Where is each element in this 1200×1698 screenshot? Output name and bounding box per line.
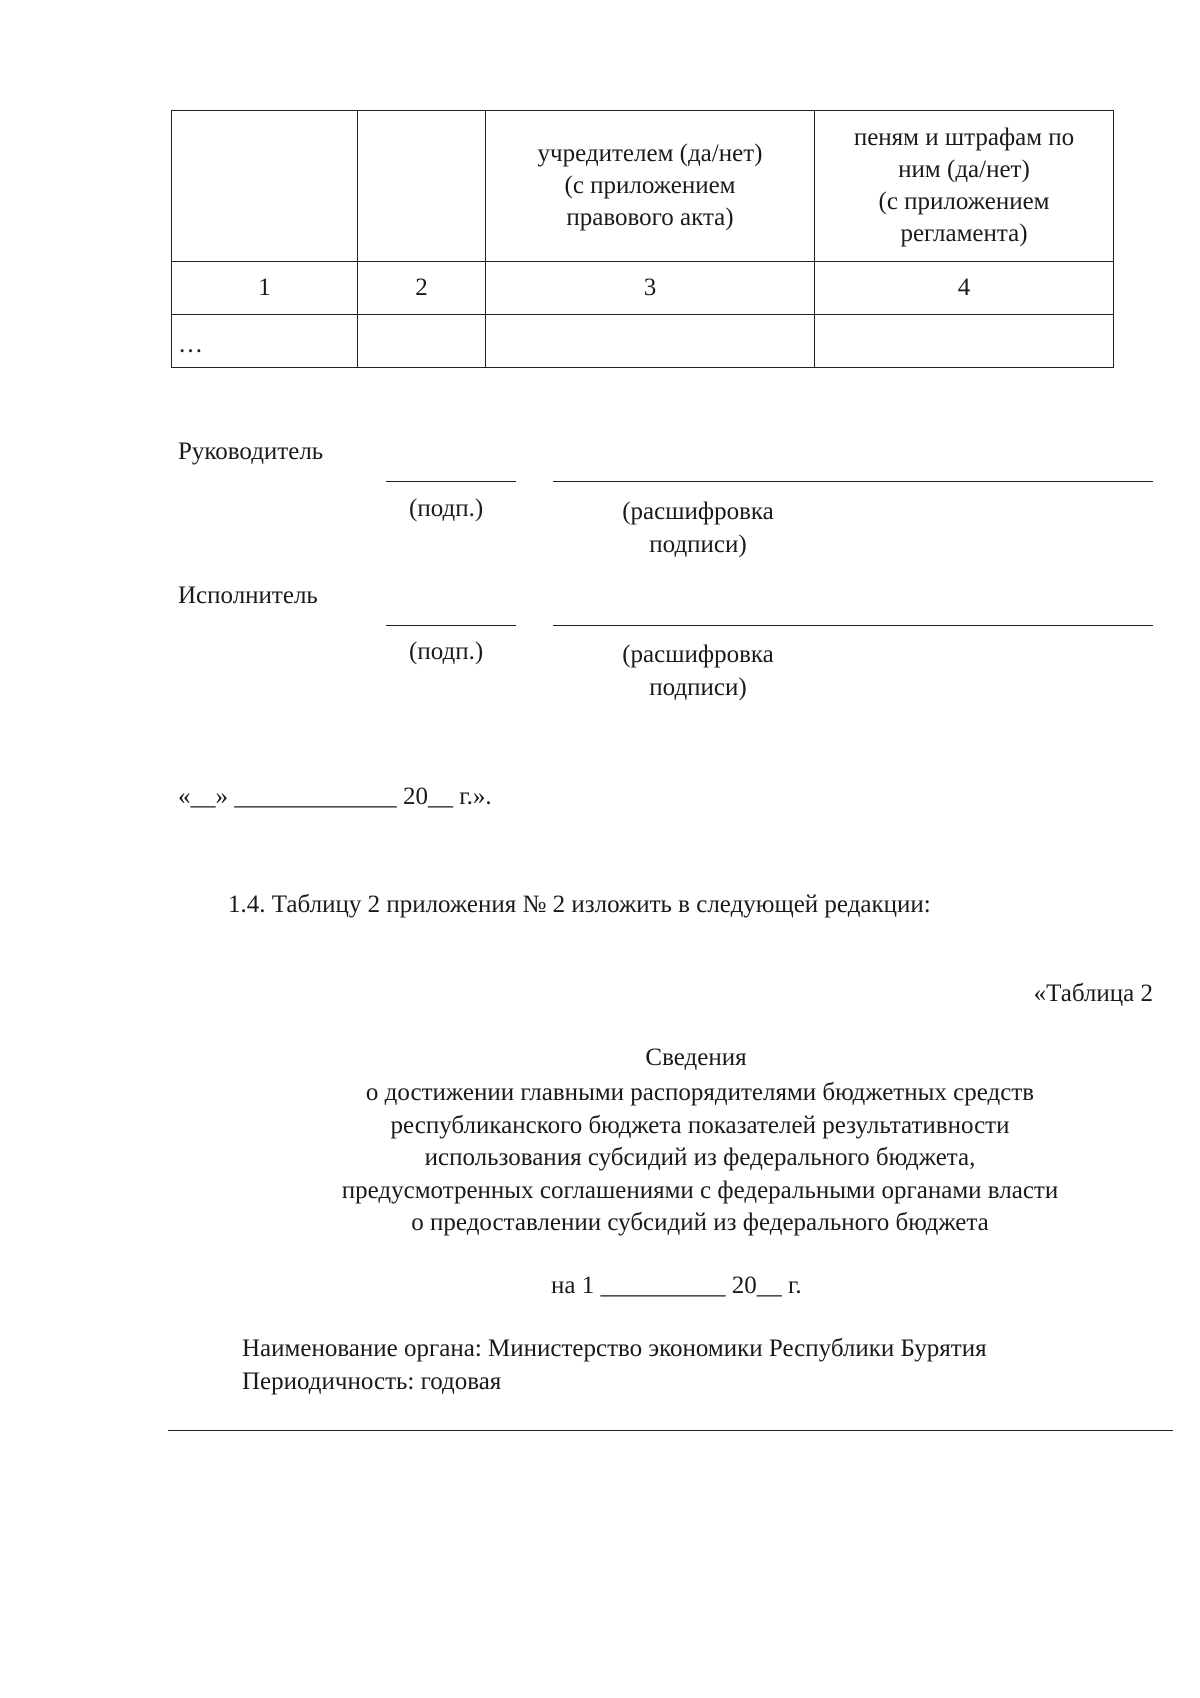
info-title-line: о достижении главными распорядителями бюджетных средств bbox=[365, 1079, 1035, 1106]
head-signature-line bbox=[386, 481, 516, 482]
executor-label: Исполнитель bbox=[178, 582, 318, 609]
table-header-row bbox=[172, 111, 1114, 262]
info-title-line: о предоставлении субсидий из федерального бюджета bbox=[411, 1209, 989, 1236]
info-title-line: использования субсидий из федерального бюджета, bbox=[424, 1144, 976, 1171]
column-number-cell: 3 bbox=[486, 262, 815, 315]
organ-name: Наименование органа: Министерство экономики Республики Бурятия bbox=[242, 1335, 987, 1362]
periodicity: Периодичность: годовая bbox=[242, 1368, 502, 1395]
column-number-cell: 2 bbox=[358, 262, 486, 315]
info-title-line: республиканского бюджета показателей результативности bbox=[390, 1111, 1010, 1139]
head-name-line bbox=[553, 481, 1153, 482]
table-header-cell bbox=[358, 111, 486, 262]
executor-name-line bbox=[553, 625, 1153, 626]
head-decode-caption: (расшифровка подписи) bbox=[622, 498, 774, 558]
continuation-table bbox=[171, 110, 1114, 368]
info-title-line: предусмотренных соглашениями с федеральными органами власти bbox=[341, 1176, 1059, 1204]
as-of-date: на 1 __________ 20__ г. bbox=[551, 1272, 802, 1299]
table-data-row bbox=[172, 315, 1114, 368]
executor-decode-caption: (расшифровка подписи) bbox=[622, 641, 774, 701]
executor-sign-caption: (подп.) bbox=[409, 638, 484, 665]
instruction-paragraph: 1.4. Таблицу 2 приложения № 2 изложить в следующей редакции: bbox=[228, 891, 931, 918]
date-line: «__» _____________ 20__ г.». bbox=[178, 783, 492, 810]
table-cell bbox=[815, 315, 1114, 368]
table-header-cell: пеням и штрафам по ним (да/нет) (с приложением регламента) bbox=[815, 111, 1114, 262]
head-sign-caption: (подп.) bbox=[409, 495, 484, 522]
table-cell bbox=[358, 315, 486, 368]
info-heading: Сведения bbox=[645, 1044, 747, 1071]
bottom-rule bbox=[168, 1430, 1173, 1431]
table-number-row bbox=[172, 262, 1114, 315]
column-number-cell: 1 bbox=[172, 262, 358, 315]
table-header-cell bbox=[172, 111, 358, 262]
table-cell bbox=[486, 315, 815, 368]
executor-signature-line bbox=[386, 625, 516, 626]
table-label: «Таблица 2 bbox=[1033, 980, 1153, 1007]
table-cell: … bbox=[172, 315, 358, 368]
column-number-cell: 4 bbox=[815, 262, 1114, 315]
info-title bbox=[200, 1077, 1200, 1240]
table-header-cell: учредителем (да/нет) (с приложением правового акта) bbox=[486, 111, 815, 262]
head-label: Руководитель bbox=[178, 438, 324, 465]
